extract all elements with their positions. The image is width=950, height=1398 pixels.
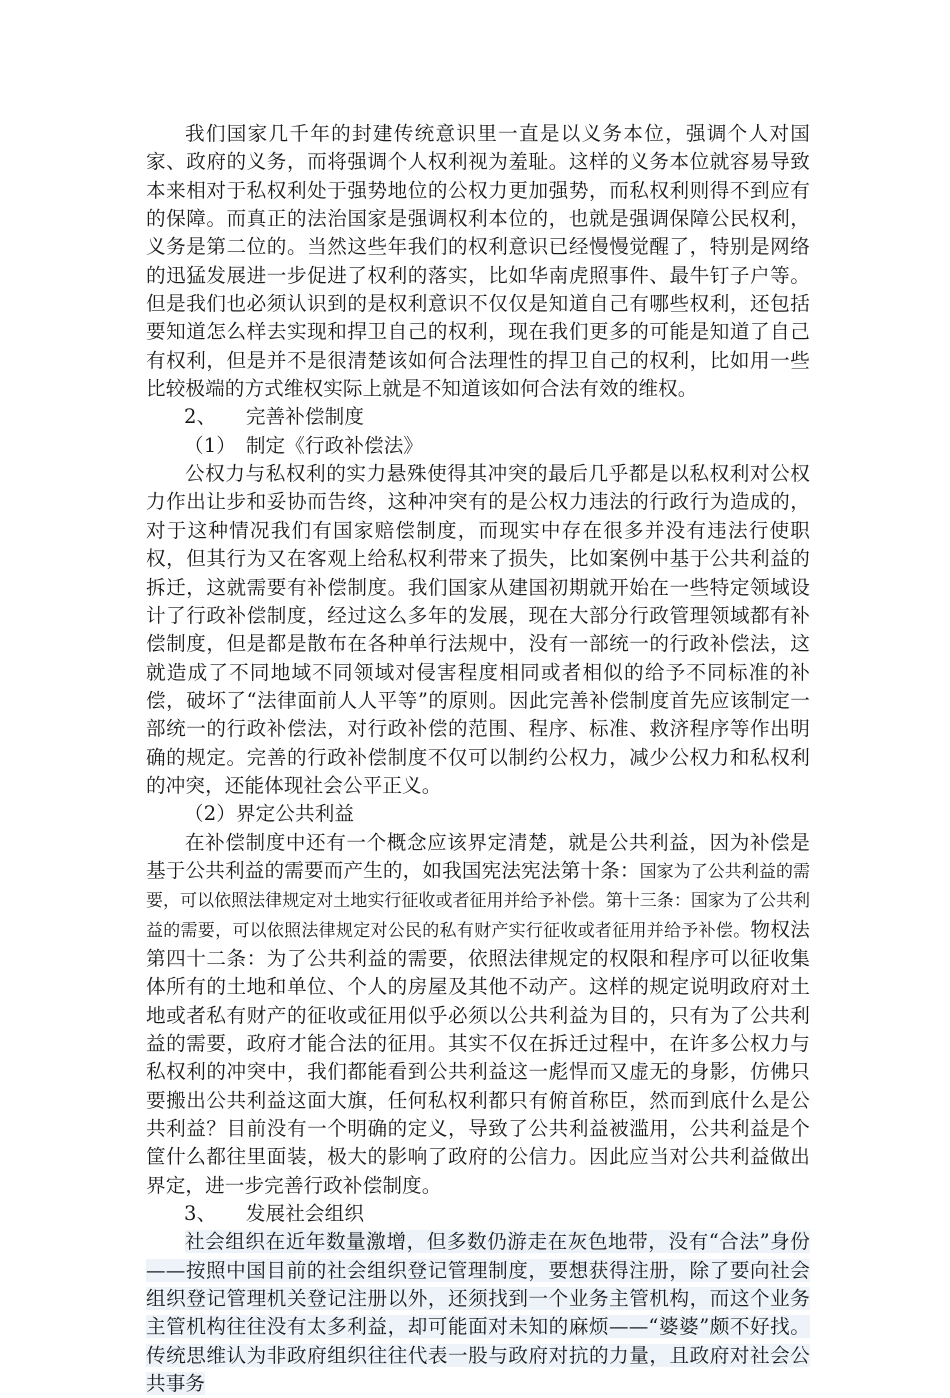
public-interest-text-a: 在补偿制度中还有一个概念应该界定清楚，就是公共利益，因为补偿是基于公共利益的需要而产生的，如我国宪法宪法第十条： [146,830,810,882]
highlighted-text: 社会组织在近年数量激增，但多数仍游走在灰色地带，没有“合法”身份——按照中国目前的社会组织登记管理制度，要想获得注册，除了要向社会组织登记管理机关登记注册以外，还须找到一个业务主管机构，而这个业务主管机构往往没有太多利益，却可能面对未知的麻烦——“婆婆”颇不好找。传统思维认为非政府组织往往代表一股与政府对抗的力量，且政府对社会公共事务 [146,1230,810,1396]
heading-social-organizations: 3、 发展社会组织 [184,1202,365,1226]
paragraph-compensation-law: 公权力与私权利的实力悬殊使得其冲突的最后几乎都是以私权利对公权力作出让步和妥协而告终，这种冲突有的是公权力违法的行政行为造成的，对于这种情况我们有国家赔偿制度，而现实中存在很多并没有违法行使职权，但其行为又在客观上给私权利带来了损失，比如案例中基于公共利益的拆迁，这就需要有补偿制度。我们国家从建国初期就开始在一些特定领域设计了行政补偿制度，经过这么多年的发展，现在大部分行政管理领域都有补偿制度，但是都是散布在各种单行法规中，没有一部统一的行政补偿法，这就造成了不同地域不同领域对侵害程度相同或者相似的给予不同标准的补偿，破坏了“法律面前人人平等”的原则。因此完善补偿制度首先应该制定一部统一的行政补偿法，对行政补偿的范围、程序、标准、救济程序等作出明确的规定。完善的行政补偿制度不仅可以制约公权力，减少公权力和私权利的冲突，还能体现社会公平正义。 [146,462,810,797]
subheading-public-interest: （2）界定公共利益 [184,802,355,826]
constitution-quote: 国家为了公共利益的需要，可以依照法律规定对土地实行征收或者征用并给予补偿。第十三条：国家为了公共利益的需要，可以依照法律规定对公民的私有财产实行征收或者征用并给予补偿。 [146,861,811,941]
paragraph-public-interest [146,829,810,1200]
paragraph-social-organizations [146,1228,810,1398]
public-interest-text-c: 物权法第四十二条：为了公共利益的需要，依照法律规定的权限和程序可以征收集体所有的土地和单位、个人的房屋及其他不动产。这样的规定说明政府对土地或者私有财产的征收或征用似乎必须以公共利益为目的，只有为了公共利益的需要，政府才能合法的征用。其实不仅在拆迁过程中，在许多公权力与私权利的冲突中，我们都能看到公共利益这一彪悍而又虚无的身影，仿佛只要搬出公共利益这面大旗，任何私权利都只有俯首称臣，然而到底什么是公共利益？目前没有一个明确的定义，导致了公共利益被滥用，公共利益是个筐什么都往里面装，极大的影响了政府的公信力。因此应当对公共利益做出界定，进一步完善行政补偿制度。 [146,917,810,1197]
paragraph-rights-consciousness: 我们国家几千年的封建传统意识里一直是以义务本位，强调个人对国家、政府的义务，而将强调个人权利视为羞耻。这样的义务本位就容易导致本来相对于私权利处于强势地位的公权力更加强势，而私权利则得不到应有的保障。而真正的法治国家是强调权利本位的，也就是强调保障公民权利，义务是第二位的。当然这些年我们的权利意识已经慢慢觉醒了，特别是网络的迅猛发展进一步促进了权利的落实，比如华南虎照事件、最牛钉子户等。但是我们也必须认识到的是权利意识不仅仅是知道自己有哪些权利，还包括要知道怎么样去实现和捍卫自己的权利，现在我们更多的可能是知道了自己有权利，但是并不是很清楚该如何合法理性的捍卫自己的权利，比如用一些比较极端的方式维权实际上就是不知道该如何合法有效的维权。 [146,122,810,401]
document-page [146,120,810,1398]
subheading-administrative-compensation-law: （1） 制定《行政补偿法》 [184,433,424,457]
heading-compensation-system: 2、 完善补偿制度 [184,405,365,429]
